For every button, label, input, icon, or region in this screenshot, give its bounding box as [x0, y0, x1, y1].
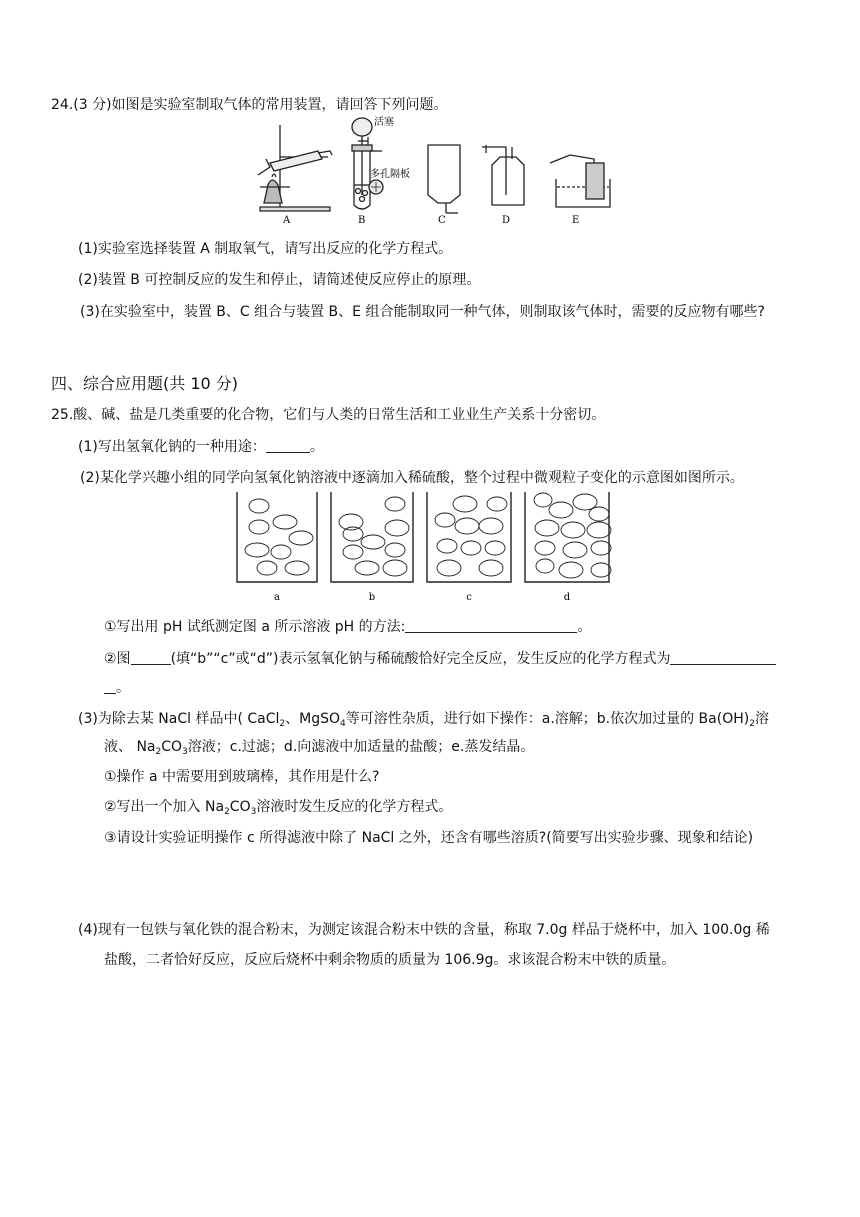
- text-span: 等可溶性杂质，进行如下操作：a.溶解；b.依次加过量的 Ba(OH): [345, 711, 750, 727]
- q25-part1-text: (1)写出氢氧化钠的一种用途：: [78, 439, 266, 455]
- answer-blank[interactable]: [266, 438, 310, 453]
- q24-part2: (2)装置 B 可控制反应的发生和停止，请简述使反应停止的原理。: [78, 272, 481, 288]
- q25-part3-1: ①操作 a 中需要用到玻璃棒，其作用是什么?: [104, 769, 380, 785]
- text-span: ②写出一个加入 Na: [104, 799, 225, 815]
- text-span: (3)为除去某 NaCl 样品中( CaCl: [78, 711, 280, 727]
- subscript: 3: [182, 747, 188, 757]
- q25-part4-line2: 盐酸，二者恰好反应，反应后烧杯中剩余物质的质量为 106.9g。求该混合粉末中铁的质量。: [104, 952, 676, 968]
- section-heading: 四、综合应用题(共 10 分): [51, 374, 239, 393]
- q25-part3-2: [104, 797, 452, 817]
- label-d: D: [502, 215, 511, 226]
- porous-plate-label: 多孔隔板: [370, 169, 410, 180]
- q25-title: 25.酸、碱、盐是几类重要的化合物，它们与人类的日常生活和工业业生产关系十分密切。: [51, 407, 606, 423]
- text-span: 溶液时发生反应的化学方程式。: [256, 799, 453, 815]
- text-span: 溶液；c.过滤；d.向滤液中加适量的盐酸；e.蒸发结晶。: [187, 739, 535, 755]
- apparatus-e-diagram: [550, 155, 610, 207]
- q25-part1: [78, 437, 324, 457]
- q25-part2-2-end: 。: [116, 680, 130, 696]
- answer-blank[interactable]: [131, 650, 171, 665]
- stopcock-label: 活塞: [374, 117, 394, 128]
- beaker-label-a: a: [274, 592, 280, 603]
- text-span: CO: [161, 739, 183, 755]
- text-span: CO: [229, 799, 251, 815]
- q25-part2-1-end: 。: [577, 619, 592, 635]
- apparatus-b-diagram: [352, 118, 383, 209]
- subscript: 2: [279, 719, 286, 729]
- q25-part1-end: 。: [309, 439, 324, 455]
- q25-part3: [78, 709, 769, 729]
- answer-blank[interactable]: [670, 650, 776, 665]
- subscript: 2: [224, 807, 230, 817]
- q25-part3-cont: [104, 737, 534, 757]
- q24-part1: (1)实验室选择装置 A 制取氧气，请写出反应的化学方程式。: [78, 241, 453, 257]
- text-span: 液、 Na: [104, 739, 156, 755]
- q25-part3-3: ③请设计实验证明操作 c 所得滤液中除了 NaCl 之外，还含有哪些溶质?(简要写出实验步骤、现象和结论): [104, 830, 754, 846]
- answer-blank[interactable]: [405, 618, 577, 633]
- q25-part2-1: [104, 617, 591, 637]
- q24-title: 24.(3 分)如图是实验室制取气体的常用装置，请回答下列问题。: [51, 97, 448, 113]
- q25-part2-1-text: ①写出用 pH 试纸测定图 a 所示溶液 pH 的方法:: [104, 619, 406, 635]
- label-b: B: [358, 215, 366, 226]
- q25-part2-2-cont: [104, 678, 130, 698]
- q25-part2-2-b: (填“b”“c”或“d”)表示氢氧化钠与稀硫酸恰好完全反应，发生反应的化学方程式为: [170, 651, 671, 667]
- text-span: 、MgSO: [285, 711, 340, 727]
- beakers-figure: [235, 490, 615, 606]
- beaker-label-b: b: [368, 592, 376, 603]
- subscript: 3: [250, 807, 257, 817]
- answer-blank[interactable]: [104, 679, 116, 694]
- q25-part2-2: [104, 649, 776, 669]
- apparatus-figure: [250, 115, 620, 230]
- label-c: C: [438, 215, 446, 226]
- subscript: 2: [155, 747, 162, 757]
- subscript: 4: [340, 719, 346, 729]
- q25-part2-2-a: ②图: [104, 651, 131, 667]
- q25-part2: (2)某化学兴趣小组的同学向氢氧化钠溶液中逐滴加入稀硫酸，整个过程中微观粒子变化的示意图如图所示。: [80, 470, 744, 486]
- apparatus-c-diagram: [428, 145, 460, 213]
- apparatus-d-diagram: [482, 145, 524, 205]
- q24-part3: (3)在实验室中，装置 B、C 组合与装置 B、E 组合能制取同一种气体，则制取该气体时，需要的反应物有哪些?: [80, 304, 765, 320]
- subscript: 2: [749, 719, 755, 729]
- beaker-label-c: c: [466, 592, 472, 603]
- q25-part4-line1: (4)现有一包铁与氧化铁的混合粉末，为测定该混合粉末中铁的含量，称取 7.0g 样品于烧杯中，加入 100.0g 稀: [78, 922, 770, 938]
- label-a: A: [283, 215, 291, 226]
- label-e: E: [572, 215, 580, 226]
- apparatus-a-diagram: [258, 125, 332, 211]
- text-span: 溶: [754, 711, 769, 727]
- beaker-label-d: d: [563, 592, 571, 603]
